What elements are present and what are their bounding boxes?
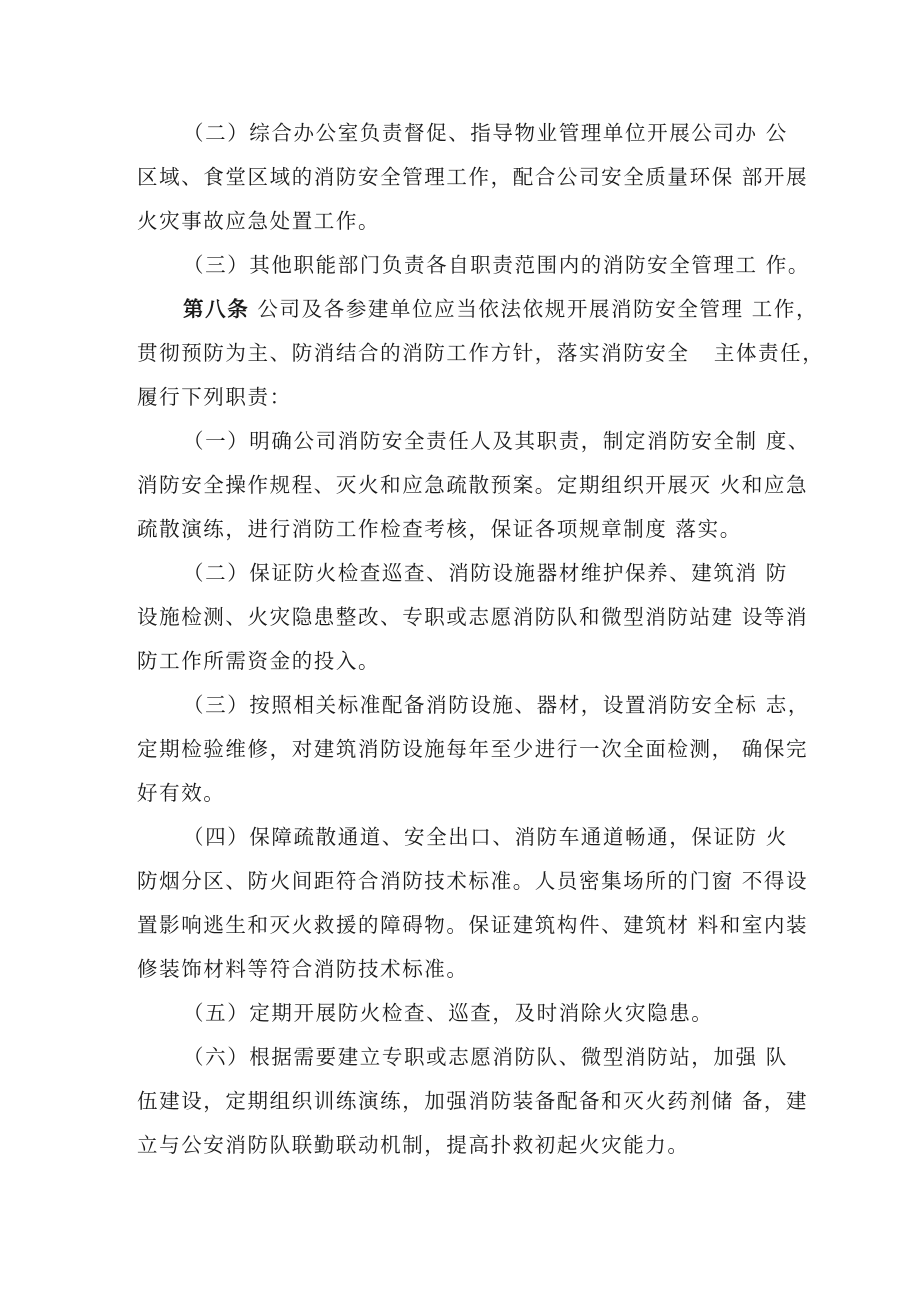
article-heading-line [183,296,818,322]
paragraph-line: （三）按照相关标准配备消防设施、器材，设置消防安全标 志， [183,693,810,717]
paragraph-line: 防工作所需资金的投入。 [137,649,381,673]
paragraph-line: （二）保证防火检查巡查、消防设施器材维护保养、建筑消 防 [183,561,788,585]
paragraph-line: （一）明确公司消防安全责任人及其职责，制定消防安全制 度、 [183,429,810,453]
paragraph-line: （五）定期开展防火检查、巡查，及时消除火灾隐患。 [183,1001,714,1025]
paragraph-line: 消防安全操作规程、灭火和应急疏散预案。定期组织开展灭 火和应急 [137,473,809,497]
paragraph-line: 修装饰材料等符合消防技术标准。 [137,957,469,981]
paragraph-line: 伍建设，定期组织训练演练，加强消防装备配备和灭火药剂储 备，建 [137,1089,809,1113]
paragraph-text: 公司及各参建单位应当依法依规开展消防安全管理 工作， [249,297,819,321]
paragraph-line: 疏散演练，进行消防工作检查考核，保证各项规章制度 落实。 [137,517,742,541]
paragraph-line: （六）根据需要建立专职或志愿消防队、微型消防站，加强 队 [183,1045,788,1069]
paragraph-line: 定期检验维修，对建筑消防设施每年至少进行一次全面检测， 确保完 [137,737,809,761]
paragraph-line: （四）保障疏散通道、安全出口、消防车通道畅通，保证防 火 [183,825,788,849]
paragraph-line: （二）综合办公室负责督促、指导物业管理单位开展公司办 公 [183,121,788,145]
paragraph-line: 好有效。 [137,781,226,805]
paragraph-line: 立与公安消防队联勤联动机制，提高扑救初起火灾能力。 [137,1133,690,1157]
paragraph-line: 设施检测、火灾隐患整改、专职或志愿消防队和微型消防站建 设等消 [137,605,809,629]
paragraph-line: 防烟分区、防火间距符合消防技术标准。人员密集场所的门窗 不得设 [137,869,809,893]
paragraph-line: 火灾事故应急处置工作。 [137,209,381,233]
paragraph-line: 区域、食堂区域的消防安全管理工作，配合公司安全质量环保 部开展 [137,165,809,189]
paragraph-line: （三）其他职能部门负责各自职责范围内的消防安全管理工 作。 [183,253,810,277]
paragraph-line: 履行下列职责： [137,385,292,409]
paragraph-line: 置影响逃生和灭火救援的障碍物。保证建筑构件、建筑材 料和室内装 [137,913,809,937]
paragraph-line: 贯彻预防为主、防消结合的消防工作方针，落实消防安全 主体责任， [137,341,825,365]
article-number: 第八条 [183,297,250,321]
